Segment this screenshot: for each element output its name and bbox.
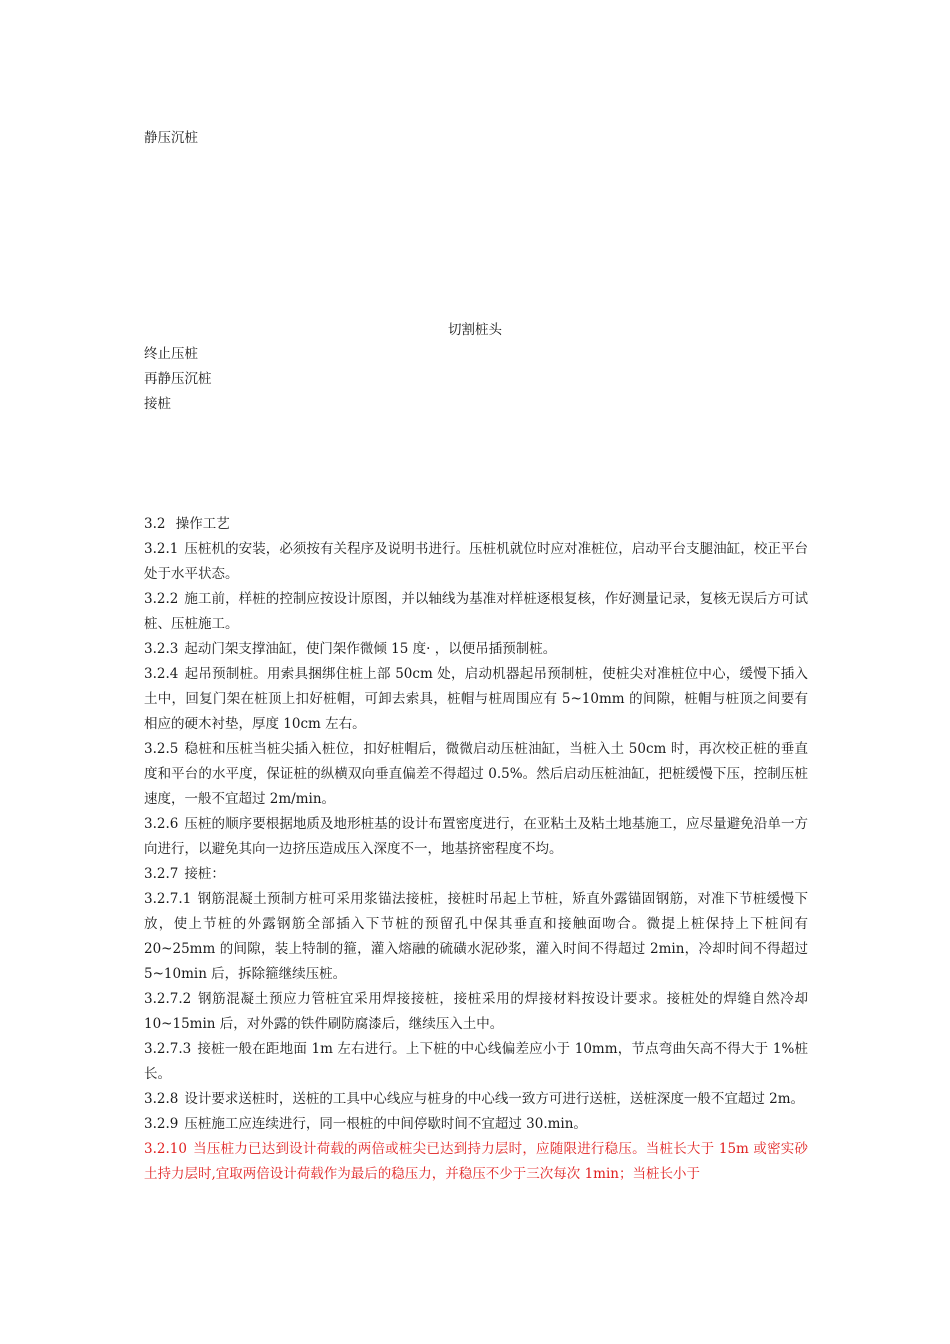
flowchart-step-cut-pile-head: 切割桩头 [448,322,502,338]
paragraph-3-2-8 [144,1087,808,1112]
paragraph-text: 起吊预制桩。用索具捆绑住桩上部 50cm 处，启动机器起吊预制桩，使桩尖对准桩位中心，缓慢下插入土中，回复门架在桩顶上扣好桩帽，可卸去索具，桩帽与桩周围应有 5~10mm 的间隙，桩帽与桩顶之间要有相应的硬木衬垫，厚度 10cm 左右。 [144,666,808,732]
paragraph-text: 钢筋混凝土预应力管桩宜采用焊接接桩，接桩采用的焊接材料按设计要求。接桩处的焊缝自然冷却 10~15min 后，对外露的铁件刷防腐漆后，继续压入土中。 [144,991,808,1032]
paragraph-number: 3.2.7.1 [144,891,192,907]
paragraph-3-2-10-highlighted [144,1137,808,1187]
paragraph-number: 3.2.8 [144,1091,179,1107]
paragraph-number: 3.2.10 [144,1141,187,1157]
paragraph-number: 3.2.4 [144,666,179,682]
paragraph-text: 施工前，样桩的控制应按设计原图，并以轴线为基准对样桩逐根复核，作好测量记录，复核无误后方可试桩、压桩施工。 [144,591,808,632]
paragraph-number: 3.2.7.2 [144,991,192,1007]
section-heading-number: 3.2 [144,516,166,532]
paragraph-text: 当压桩力已达到设计荷载的两倍或桩尖已达到持力层时，应随限进行稳压。当桩长大于 15m 或密实砂土持力层时,宜取两倍设计荷载作为最后的稳压力，并稳压不少于三次每次 1min；当桩长小于 [144,1141,808,1182]
flowchart-step-static-press: 静压沉桩 [144,130,198,146]
paragraph-3-2-6 [144,812,808,862]
paragraph-3-2-9 [144,1112,808,1137]
paragraph-3-2-2 [144,587,808,637]
flowchart-step-stop-press: 终止压桩 [144,346,198,362]
flowchart-step-repress: 再静压沉桩 [144,371,212,387]
paragraph-3-2-5 [144,737,808,812]
section-heading-text: 操作工艺 [175,516,230,532]
paragraph-3-2-3 [144,637,808,662]
paragraph-text: 压桩施工应连续进行，同一根桩的中间停歇时间不宜超过 30.min。 [184,1116,587,1132]
paragraph-number: 3.2.3 [144,641,179,657]
section-heading [144,512,808,537]
paragraph-text: 接桩一般在距地面 1m 左右进行。上下桩的中心线偏差应小于 10mm，节点弯曲矢高不得大于 1%桩长。 [144,1041,808,1082]
paragraph-number: 3.2.7.3 [144,1041,192,1057]
paragraph-number: 3.2.7 [144,866,179,882]
paragraph-number: 3.2.9 [144,1116,179,1132]
paragraph-text: 钢筋混凝土预制方桩可采用浆锚法接桩，接桩时吊起上节桩，矫直外露锚固钢筋，对准下节桩缓慢下放，使上节桩的外露钢筋全部插入下节桩的预留孔中保其垂直和接触面吻合。微提上桩保持上下桩间有 20~25mm 的间隙，装上特制的箍，灌入熔融的硫磺水泥砂浆，灌入时间不得超过 2min，冷却时间不得超过 5~10min 后，拆除箍继续压桩。 [144,891,808,982]
paragraph-text: 压桩的顺序要根据地质及地形桩基的设计布置密度进行，在亚粘土及粘土地基施工，应尽量避免沿单一方向进行，以避免其向一边挤压造成压入深度不一，地基挤密程度不均。 [144,816,808,857]
paragraph-text: 起动门架支撑油缸，使门架作微倾 15 度· ，以便吊插预制桩。 [184,641,557,657]
paragraph-number: 3.2.5 [144,741,179,757]
paragraph-number: 3.2.6 [144,816,179,832]
section-body [144,512,808,1187]
paragraph-text: 设计要求送桩时，送桩的工具中心线应与桩身的中心线一致方可进行送桩，送桩深度一般不宜超过 2m。 [184,1091,805,1107]
paragraph-text: 接桩： [184,866,225,882]
paragraph-number: 3.2.1 [144,541,179,557]
paragraph-3-2-4 [144,662,808,737]
paragraph-3-2-7-1 [144,887,808,987]
paragraph-3-2-7 [144,862,808,887]
paragraph-3-2-1 [144,537,808,587]
paragraph-number: 3.2.2 [144,591,179,607]
paragraph-3-2-7-2 [144,987,808,1037]
paragraph-text: 稳桩和压桩当桩尖插入桩位，扣好桩帽后，微微启动压桩油缸，当桩入土 50cm 时，再次校正桩的垂直度和平台的水平度，保证桩的纵横双向垂直偏差不得超过 0.5%。然后启动压桩油缸，把桩缓慢下压，控制压桩速度，一般不宜超过 2m/min。 [144,741,808,807]
paragraph-3-2-7-3 [144,1037,808,1087]
paragraph-text: 压桩机的安装，必须按有关程序及说明书进行。压桩机就位时应对准桩位，启动平台支腿油缸，校正平台处于水平状态。 [144,541,808,582]
flowchart-step-joint: 接桩 [144,396,171,412]
